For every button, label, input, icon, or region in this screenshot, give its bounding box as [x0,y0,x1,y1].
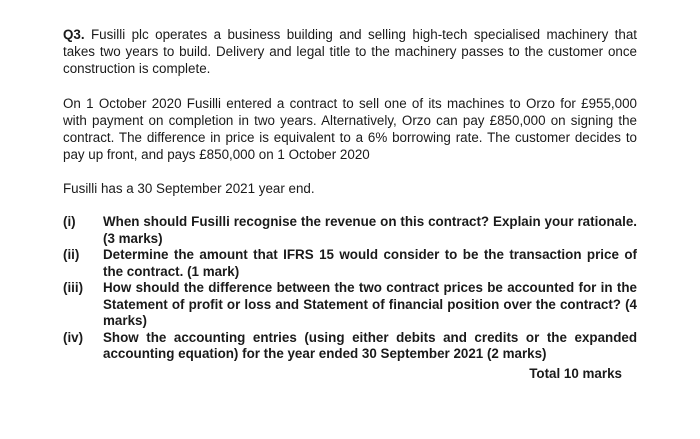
part-text: When should Fusilli recognise the revenue on this contract? Explain your rationale. (3 marks) [103,214,637,246]
part-numeral: (iii) [63,280,84,295]
question-part-i [63,214,637,247]
question-part-iv [63,330,637,363]
question-parts-list [63,214,637,363]
total-marks: Total 10 marks [529,366,622,381]
question-part-iii [63,280,637,330]
question-intro [63,26,637,77]
year-end-paragraph: Fusilli has a 30 September 2021 year end. [63,181,315,196]
part-text: Determine the amount that IFRS 15 would consider to be the transaction price of the contract. (1 mark) [103,247,637,279]
question-label: Q3. [63,27,85,42]
contract-paragraph: On 1 October 2020 Fusilli entered a contract to sell one of its machines to Orzo for £955,000 with payment on completion in two years. Alternatively, Orzo can pay £850,000 on signing the contract. The difference in price is equivalent to a 6% borrowing rate. The customer decides to pay up front, and pays £850,000 on 1 October 2020 [63,96,637,162]
part-numeral: (iv) [63,329,84,345]
part-numeral: (i) [63,214,76,229]
question-intro-text: Fusilli plc operates a business building and selling high-tech specialised machinery that takes two years to build. Delivery and legal title to the machinery passes to the customer once construction is complete. [63,27,637,76]
part-numeral: (ii) [63,247,80,262]
question-part-ii [63,247,637,280]
part-text: Show the accounting entries (using either debits and credits or the expanded accounting equation) for the year ended 30 September 2021 (2 marks) [103,329,637,361]
part-text: How should the difference between the two contract prices be accounted for in the Statement of profit or loss and Statement of financial position over the contract? (4 marks) [103,280,637,328]
